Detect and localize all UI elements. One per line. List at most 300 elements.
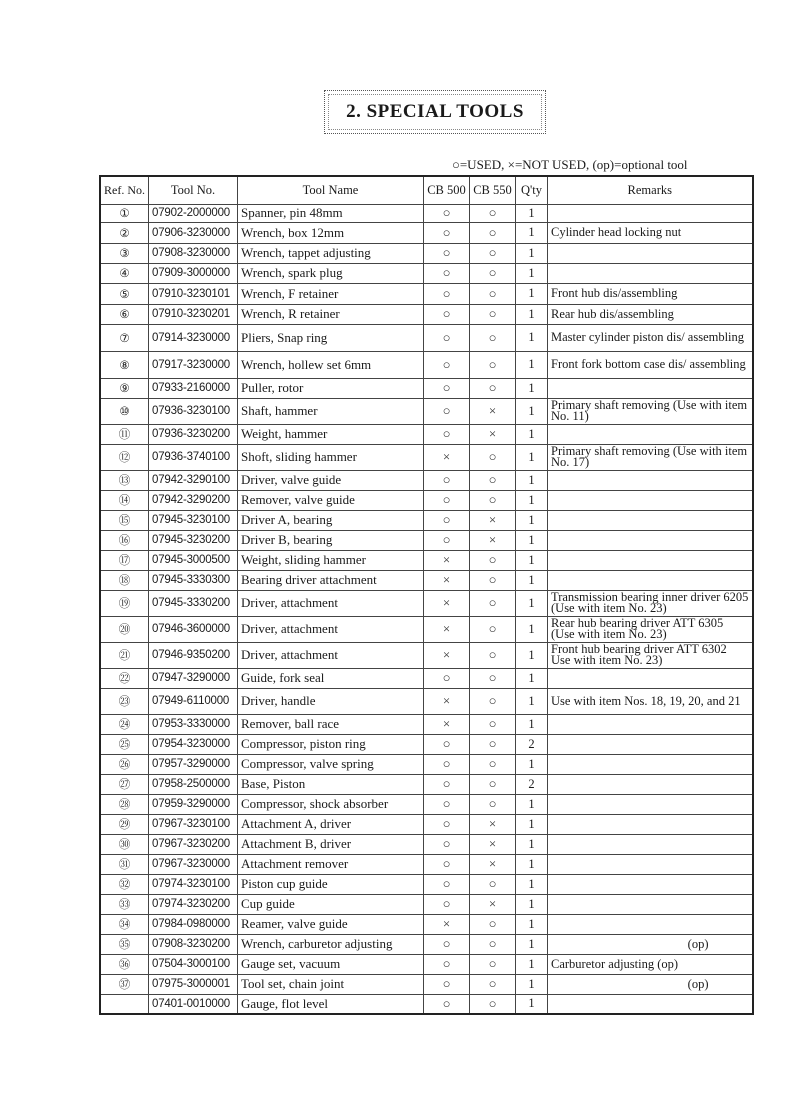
ref-no-cell: ㉟ — [100, 934, 149, 954]
cb500-usage-cell: ○ — [424, 324, 470, 351]
ref-no-cell: ⑨ — [100, 378, 149, 398]
remarks-cell: Primary shaft removing (Use with item No. 17) — [548, 444, 753, 470]
tool-no-cell: 07914-3230000 — [149, 324, 238, 351]
ref-no-cell: ㉒ — [100, 668, 149, 688]
cb500-usage-cell: × — [424, 642, 470, 668]
ref-no-cell: ④ — [100, 263, 149, 283]
special-tools-table — [99, 175, 754, 1015]
cb500-usage-cell: ○ — [424, 834, 470, 854]
table-row — [100, 530, 753, 550]
tool-name-cell: Attachment A, driver — [238, 814, 424, 834]
cb550-usage-cell: ○ — [470, 570, 516, 590]
quantity-cell: 1 — [516, 688, 548, 714]
cb500-usage-cell: ○ — [424, 263, 470, 283]
tool-no-cell: 07959-3290000 — [149, 794, 238, 814]
quantity-cell: 1 — [516, 470, 548, 490]
ref-no-cell: ⑰ — [100, 550, 149, 570]
cb550-usage-cell: ○ — [470, 794, 516, 814]
page-title: 2. SPECIAL TOOLS — [324, 90, 546, 134]
ref-no-cell: ⑧ — [100, 351, 149, 378]
table-row — [100, 243, 753, 263]
quantity-cell: 1 — [516, 934, 548, 954]
cb500-usage-cell: ○ — [424, 668, 470, 688]
symbol-legend: ○=USED, ×=NOT USED, (op)=optional tool — [452, 157, 688, 172]
cb550-usage-cell: ○ — [470, 222, 516, 243]
cb550-usage-cell: ○ — [470, 642, 516, 668]
cb550-usage-cell: ○ — [470, 470, 516, 490]
ref-no-cell: ㉜ — [100, 874, 149, 894]
tool-no-cell: 07902-2000000 — [149, 204, 238, 222]
remarks-cell — [548, 774, 753, 794]
tool-no-cell: 07504-3000100 — [149, 954, 238, 974]
tool-no-cell: 07936-3230100 — [149, 398, 238, 424]
ref-no-cell: ⑫ — [100, 444, 149, 470]
tool-no-cell: 07942-3290100 — [149, 470, 238, 490]
optional-tool-note: (op) — [687, 976, 709, 991]
tool-no-cell: 07945-3330300 — [149, 570, 238, 590]
tool-name-cell: Gauge, flot level — [238, 994, 424, 1014]
cb500-usage-cell: ○ — [424, 470, 470, 490]
table-row — [100, 222, 753, 243]
ref-no-cell: ⑲ — [100, 590, 149, 616]
tool-name-cell: Wrench, carburetor adjusting — [238, 934, 424, 954]
cb500-usage-cell: ○ — [424, 243, 470, 263]
cb500-usage-cell: ○ — [424, 283, 470, 304]
tool-no-cell: 07908-3230000 — [149, 243, 238, 263]
remarks-cell: Use with item Nos. 18, 19, 20, and 21 — [548, 688, 753, 714]
cb500-usage-cell: × — [424, 714, 470, 734]
remarks-cell — [548, 814, 753, 834]
cb550-usage-cell: × — [470, 834, 516, 854]
table-row — [100, 590, 753, 616]
quantity-cell: 1 — [516, 814, 548, 834]
tool-no-cell: 07947-3290000 — [149, 668, 238, 688]
remarks-cell: Rear hub dis/assembling — [548, 304, 753, 324]
cb550-usage-cell: ○ — [470, 490, 516, 510]
cb550-usage-cell: ○ — [470, 688, 516, 714]
cb550-usage-cell: ○ — [470, 204, 516, 222]
optional-tool-note: (op) — [687, 936, 709, 951]
tool-no-cell: 07945-3230200 — [149, 530, 238, 550]
table-row — [100, 304, 753, 324]
cb550-usage-cell: ○ — [470, 994, 516, 1014]
table-row — [100, 994, 753, 1014]
tool-no-cell: 07946-9350200 — [149, 642, 238, 668]
tool-no-cell: 07945-3230100 — [149, 510, 238, 530]
tool-name-cell: Driver, handle — [238, 688, 424, 714]
cb500-usage-cell: ○ — [424, 934, 470, 954]
ref-no-cell: ⑪ — [100, 424, 149, 444]
tool-name-cell: Remover, ball race — [238, 714, 424, 734]
quantity-cell: 1 — [516, 570, 548, 590]
tool-name-cell: Wrench, box 12mm — [238, 222, 424, 243]
table-row — [100, 510, 753, 530]
table-row — [100, 754, 753, 774]
ref-no-cell: ⑥ — [100, 304, 149, 324]
quantity-cell: 1 — [516, 834, 548, 854]
tool-name-cell: Wrench, hollew set 6mm — [238, 351, 424, 378]
table-row — [100, 378, 753, 398]
tool-name-cell: Driver B, bearing — [238, 530, 424, 550]
tool-no-cell: 07910-3230101 — [149, 283, 238, 304]
cb500-usage-cell: ○ — [424, 814, 470, 834]
cb550-usage-cell: × — [470, 854, 516, 874]
quantity-cell: 1 — [516, 914, 548, 934]
ref-no-cell: ㉛ — [100, 854, 149, 874]
remarks-cell: Front hub dis/assembling — [548, 283, 753, 304]
cb500-usage-cell: × — [424, 914, 470, 934]
table-row — [100, 616, 753, 642]
tool-name-cell: Wrench, spark plug — [238, 263, 424, 283]
tool-name-cell: Bearing driver attachment — [238, 570, 424, 590]
table-row — [100, 954, 753, 974]
cb500-usage-cell: ○ — [424, 378, 470, 398]
cb500-usage-cell: × — [424, 616, 470, 642]
remarks-cell: Transmission bearing inner driver 6205 (Use with item No. 23) — [548, 590, 753, 616]
table-row — [100, 668, 753, 688]
remarks-cell — [548, 874, 753, 894]
tool-name-cell: Driver, attachment — [238, 642, 424, 668]
table-row — [100, 894, 753, 914]
tool-name-cell: Driver, attachment — [238, 590, 424, 616]
tool-no-cell: 07936-3740100 — [149, 444, 238, 470]
tool-name-cell: Tool set, chain joint — [238, 974, 424, 994]
tool-name-cell: Wrench, tappet adjusting — [238, 243, 424, 263]
ref-no-cell: ⑦ — [100, 324, 149, 351]
table-row — [100, 814, 753, 834]
ref-no-cell: ㉕ — [100, 734, 149, 754]
quantity-cell: 1 — [516, 642, 548, 668]
tool-no-cell: 07954-3230000 — [149, 734, 238, 754]
cb500-usage-cell: ○ — [424, 351, 470, 378]
table-row — [100, 854, 753, 874]
tool-name-cell: Guide, fork seal — [238, 668, 424, 688]
tool-no-cell: 07917-3230000 — [149, 351, 238, 378]
quantity-cell: 1 — [516, 444, 548, 470]
cb550-usage-cell: ○ — [470, 590, 516, 616]
table-row — [100, 263, 753, 283]
remarks-cell — [548, 243, 753, 263]
cb500-usage-cell: × — [424, 444, 470, 470]
cb500-usage-cell: ○ — [424, 490, 470, 510]
table-row — [100, 424, 753, 444]
cb550-usage-cell: ○ — [470, 954, 516, 974]
cb550-usage-cell: ○ — [470, 774, 516, 794]
ref-no-cell: ㉘ — [100, 794, 149, 814]
table-row — [100, 914, 753, 934]
tool-name-cell: Gauge set, vacuum — [238, 954, 424, 974]
quantity-cell: 1 — [516, 283, 548, 304]
cb500-usage-cell: ○ — [424, 874, 470, 894]
cb500-usage-cell: × — [424, 590, 470, 616]
tool-name-cell: Piston cup guide — [238, 874, 424, 894]
remarks-cell — [548, 754, 753, 774]
tool-no-cell: 07974-3230200 — [149, 894, 238, 914]
quantity-cell: 1 — [516, 510, 548, 530]
tool-no-cell: 07949-6110000 — [149, 688, 238, 714]
cb550-usage-cell: × — [470, 530, 516, 550]
table-row — [100, 934, 753, 954]
tool-no-cell: 07958-2500000 — [149, 774, 238, 794]
cb550-usage-cell: × — [470, 894, 516, 914]
ref-no-cell: ⑳ — [100, 616, 149, 642]
quantity-cell: 1 — [516, 351, 548, 378]
cb550-usage-cell: ○ — [470, 734, 516, 754]
table-row — [100, 550, 753, 570]
table-row — [100, 444, 753, 470]
remarks-cell — [548, 204, 753, 222]
tool-name-cell: Shaft, hammer — [238, 398, 424, 424]
cb500-usage-cell: ○ — [424, 304, 470, 324]
cb500-usage-cell: ○ — [424, 754, 470, 774]
ref-no-cell: ② — [100, 222, 149, 243]
cb500-usage-cell: ○ — [424, 424, 470, 444]
remarks-cell — [548, 994, 753, 1014]
cb550-usage-cell: ○ — [470, 304, 516, 324]
tool-no-cell: 07974-3230100 — [149, 874, 238, 894]
quantity-cell: 1 — [516, 324, 548, 351]
tool-name-cell: Compressor, valve spring — [238, 754, 424, 774]
quantity-cell: 1 — [516, 424, 548, 444]
cb550-usage-cell: ○ — [470, 283, 516, 304]
cb550-usage-cell: ○ — [470, 378, 516, 398]
cb550-usage-cell: ○ — [470, 754, 516, 774]
tool-name-cell: Puller, rotor — [238, 378, 424, 398]
tool-no-cell: 07957-3290000 — [149, 754, 238, 774]
cb500-usage-cell: ○ — [424, 994, 470, 1014]
table-row — [100, 490, 753, 510]
tool-no-cell: 07984-0980000 — [149, 914, 238, 934]
ref-no-cell: ⑬ — [100, 470, 149, 490]
ref-no-cell: ㉙ — [100, 814, 149, 834]
tool-no-cell: 07942-3290200 — [149, 490, 238, 510]
tool-no-cell: 07946-3600000 — [149, 616, 238, 642]
column-header-tool-no: Tool No. — [149, 176, 238, 204]
table-row — [100, 351, 753, 378]
ref-no-cell: ① — [100, 204, 149, 222]
ref-no-cell: ㉖ — [100, 754, 149, 774]
cb500-usage-cell: ○ — [424, 854, 470, 874]
remarks-cell — [548, 378, 753, 398]
remarks-cell — [548, 668, 753, 688]
tool-no-cell: 07908-3230200 — [149, 934, 238, 954]
cb500-usage-cell: ○ — [424, 954, 470, 974]
remarks-cell: Front fork bottom case dis/ assembling — [548, 351, 753, 378]
remarks-cell: Carburetor adjusting (op) — [548, 954, 753, 974]
quantity-cell: 1 — [516, 794, 548, 814]
remarks-cell — [548, 470, 753, 490]
remarks-cell — [548, 550, 753, 570]
table-row — [100, 688, 753, 714]
ref-no-cell: ㉚ — [100, 834, 149, 854]
tool-name-cell: Wrench, R retainer — [238, 304, 424, 324]
tool-no-cell: 07401-0010000 — [149, 994, 238, 1014]
remarks-cell — [548, 263, 753, 283]
quantity-cell: 1 — [516, 714, 548, 734]
cb500-usage-cell: ○ — [424, 794, 470, 814]
quantity-cell: 1 — [516, 378, 548, 398]
tool-no-cell: 07967-3230000 — [149, 854, 238, 874]
remarks-cell — [548, 570, 753, 590]
quantity-cell: 1 — [516, 222, 548, 243]
cb550-usage-cell: ○ — [470, 444, 516, 470]
ref-no-cell: ㉗ — [100, 774, 149, 794]
table-row — [100, 324, 753, 351]
tool-no-cell: 07906-3230000 — [149, 222, 238, 243]
remarks-cell — [548, 490, 753, 510]
quantity-cell: 1 — [516, 243, 548, 263]
quantity-cell: 1 — [516, 304, 548, 324]
ref-no-cell: ㊲ — [100, 974, 149, 994]
ref-no-cell: ㉑ — [100, 642, 149, 668]
cb550-usage-cell: ○ — [470, 351, 516, 378]
remarks-cell — [548, 894, 753, 914]
cb500-usage-cell: × — [424, 570, 470, 590]
quantity-cell: 1 — [516, 994, 548, 1014]
quantity-cell: 1 — [516, 204, 548, 222]
tool-no-cell: 07975-3000001 — [149, 974, 238, 994]
quantity-cell: 1 — [516, 490, 548, 510]
tool-name-cell: Compressor, shock absorber — [238, 794, 424, 814]
tool-no-cell: 07967-3230100 — [149, 814, 238, 834]
remarks-cell: Rear hub bearing driver ATT 6305 (Use with item No. 23) — [548, 616, 753, 642]
tool-no-cell: 07953-3330000 — [149, 714, 238, 734]
cb500-usage-cell: ○ — [424, 734, 470, 754]
remarks-cell — [548, 794, 753, 814]
cb550-usage-cell: ○ — [470, 550, 516, 570]
quantity-cell: 1 — [516, 874, 548, 894]
tool-name-cell: Shoft, sliding hammer — [238, 444, 424, 470]
table-row — [100, 774, 753, 794]
quantity-cell: 1 — [516, 590, 548, 616]
column-header-ref-no: Ref. No. — [100, 176, 149, 204]
ref-no-cell: ⑯ — [100, 530, 149, 550]
remarks-cell — [548, 834, 753, 854]
remarks-cell — [548, 734, 753, 754]
tool-name-cell: Spanner, pin 48mm — [238, 204, 424, 222]
tool-no-cell: 07910-3230201 — [149, 304, 238, 324]
table-row — [100, 834, 753, 854]
remarks-cell: Cylinder head locking nut — [548, 222, 753, 243]
ref-no-cell: ㉓ — [100, 688, 149, 714]
cb550-usage-cell: × — [470, 424, 516, 444]
tool-name-cell: Attachment remover — [238, 854, 424, 874]
ref-no-cell: ⑭ — [100, 490, 149, 510]
cb500-usage-cell: × — [424, 550, 470, 570]
quantity-cell: 1 — [516, 954, 548, 974]
tool-name-cell: Pliers, Snap ring — [238, 324, 424, 351]
quantity-cell: 1 — [516, 854, 548, 874]
table-row — [100, 204, 753, 222]
cb550-usage-cell: ○ — [470, 243, 516, 263]
ref-no-cell: ㊱ — [100, 954, 149, 974]
cb550-usage-cell: ○ — [470, 324, 516, 351]
cb500-usage-cell: ○ — [424, 398, 470, 424]
remarks-cell: Primary shaft removing (Use with item No. 11) — [548, 398, 753, 424]
ref-no-cell: ⑮ — [100, 510, 149, 530]
table-row — [100, 794, 753, 814]
cb500-usage-cell: ○ — [424, 774, 470, 794]
quantity-cell: 1 — [516, 974, 548, 994]
tool-name-cell: Reamer, valve guide — [238, 914, 424, 934]
tool-no-cell: 07967-3230200 — [149, 834, 238, 854]
remarks-cell — [548, 510, 753, 530]
quantity-cell: 1 — [516, 398, 548, 424]
remarks-cell — [548, 974, 753, 994]
tool-name-cell: Base, Piston — [238, 774, 424, 794]
tool-name-cell: Compressor, piston ring — [238, 734, 424, 754]
ref-no-cell: ㉞ — [100, 914, 149, 934]
column-header-qty: Q'ty — [516, 176, 548, 204]
ref-no-cell — [100, 994, 149, 1014]
quantity-cell: 1 — [516, 550, 548, 570]
quantity-cell: 1 — [516, 263, 548, 283]
tool-name-cell: Weight, hammer — [238, 424, 424, 444]
cb550-usage-cell: × — [470, 398, 516, 424]
quantity-cell: 1 — [516, 668, 548, 688]
column-header-cb550: CB 550 — [470, 176, 516, 204]
cb550-usage-cell: ○ — [470, 668, 516, 688]
quantity-cell: 1 — [516, 754, 548, 774]
cb550-usage-cell: ○ — [470, 934, 516, 954]
quantity-cell: 2 — [516, 734, 548, 754]
tool-name-cell: Cup guide — [238, 894, 424, 914]
remarks-cell — [548, 424, 753, 444]
remarks-cell: Front hub bearing driver ATT 6302 Use with item No. 23) — [548, 642, 753, 668]
tool-no-cell: 07909-3000000 — [149, 263, 238, 283]
table-row — [100, 398, 753, 424]
cb500-usage-cell: ○ — [424, 530, 470, 550]
cb550-usage-cell: × — [470, 814, 516, 834]
remarks-cell — [548, 854, 753, 874]
table-row — [100, 470, 753, 490]
tool-name-cell: Attachment B, driver — [238, 834, 424, 854]
table-row — [100, 714, 753, 734]
cb550-usage-cell: ○ — [470, 914, 516, 934]
table-row — [100, 734, 753, 754]
quantity-cell: 1 — [516, 894, 548, 914]
quantity-cell: 1 — [516, 616, 548, 642]
tool-name-cell: Weight, sliding hammer — [238, 550, 424, 570]
cb500-usage-cell: ○ — [424, 974, 470, 994]
ref-no-cell: ⑩ — [100, 398, 149, 424]
remarks-cell — [548, 714, 753, 734]
cb500-usage-cell: ○ — [424, 510, 470, 530]
table-row — [100, 570, 753, 590]
tool-name-cell: Driver, valve guide — [238, 470, 424, 490]
cb500-usage-cell: ○ — [424, 204, 470, 222]
cb500-usage-cell: × — [424, 688, 470, 714]
table-header-row — [100, 176, 753, 204]
quantity-cell: 2 — [516, 774, 548, 794]
cb500-usage-cell: ○ — [424, 222, 470, 243]
table-row — [100, 974, 753, 994]
ref-no-cell: ③ — [100, 243, 149, 263]
tool-name-cell: Driver A, bearing — [238, 510, 424, 530]
remarks-cell — [548, 914, 753, 934]
remarks-cell: Master cylinder piston dis/ assembling — [548, 324, 753, 351]
tool-name-cell: Remover, valve guide — [238, 490, 424, 510]
cb550-usage-cell: ○ — [470, 874, 516, 894]
ref-no-cell: ㉝ — [100, 894, 149, 914]
table-row — [100, 642, 753, 668]
tool-no-cell: 07936-3230200 — [149, 424, 238, 444]
table-row — [100, 874, 753, 894]
cb550-usage-cell: × — [470, 510, 516, 530]
tool-name-cell: Driver, attachment — [238, 616, 424, 642]
ref-no-cell: ⑱ — [100, 570, 149, 590]
cb550-usage-cell: ○ — [470, 974, 516, 994]
